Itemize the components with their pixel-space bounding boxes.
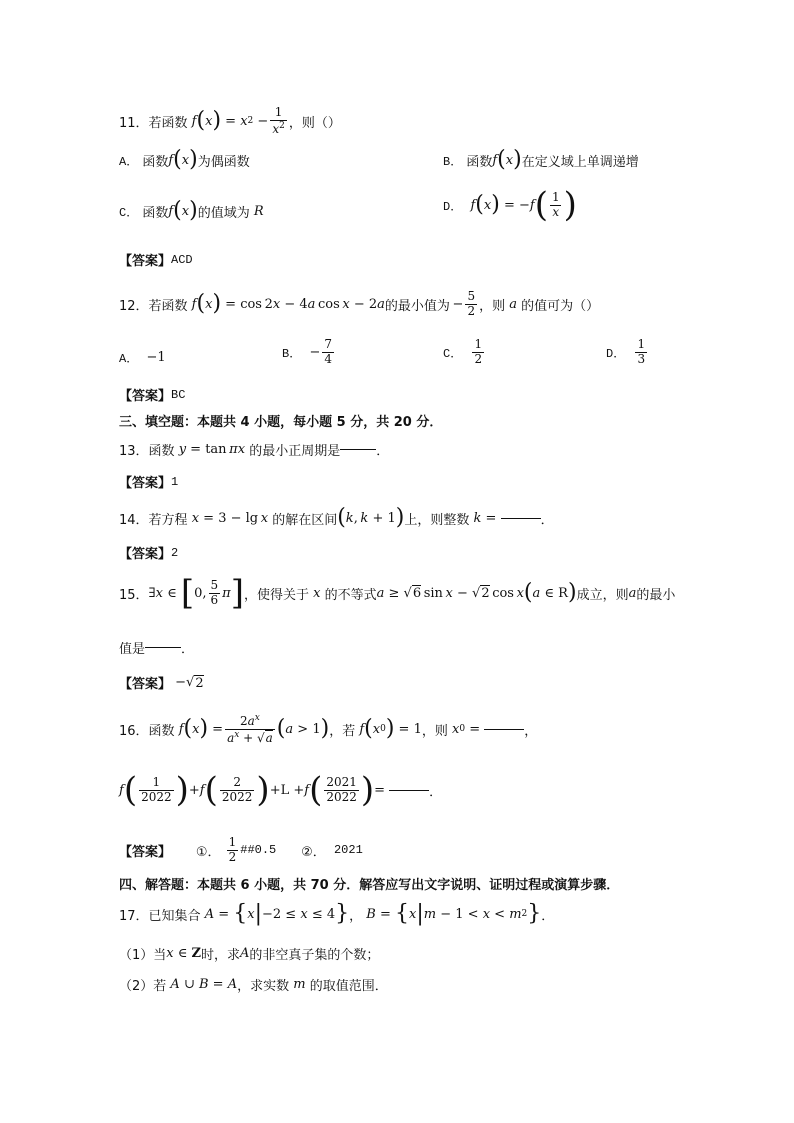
q14-answer: 【答案】 2 <box>119 545 179 562</box>
q16-stem: 16．函数 f ( x ) = $\frac{2a^x}{a^x + √a}$ ( a > 1 ) ，若 f ( x 0 ) = 1 ，则 x 0 = ， <box>119 713 538 745</box>
q12-option-c: C． $\frac{1}{2}$ <box>443 337 483 366</box>
q13-stem: 13．函数 y = tan πx 的最小正周期是 ． <box>119 442 390 459</box>
q16-answer: 【答案】 ①． $\frac{1}{2}$ ##0.5 ②． 2021 <box>119 835 363 864</box>
q15-stem: 15． ∃ x ∈ [ 0, $\frac{5}{6}$ π ] ，使得关于 x 的不等式 a ≥ √ 6 sin x − √ 2 cos x ( a ∈ R ) 成立，则 a 的最小 <box>119 573 676 613</box>
q11-answer: 【答案】 ACD <box>119 252 193 269</box>
section3-title: 三、填空题：本题共 4 小题，每小题 5 分，共 20 分． <box>119 415 443 430</box>
q11-option-b: B． 函数 f ( x ) 在定义域上单调递增 <box>443 147 639 172</box>
q15-stem-line2: 值是 ． <box>119 642 195 657</box>
section4-title: 四、解答题：本题共 6 小题，共 70 分．解答应写出文字说明、证明过程或演算步骤． <box>119 878 620 893</box>
q11-option-a: A． 函数 f ( x ) 为偶函数 <box>119 147 250 172</box>
q12-option-b: B． − $\frac{7}{4}$ <box>282 337 333 366</box>
q17-stem: 17．已知集合 A = { x | −2 ≤ x ≤ 4 } ， B = { x | m − 1 < x < m 2 } ． <box>119 901 555 926</box>
q11-stem: 11．若函数 f ( x ) = x 2 − $\frac{1}{x^2}$ ，则（） <box>119 105 341 136</box>
q14-stem: 14．若方程 x = 3 − lg x 的解在区间 ( k , k + 1 ) 上，则整数 k = ． <box>119 505 554 530</box>
q11-option-d: D． f ( x ) = − f ( $\frac{1}{x}$ ) <box>443 185 577 225</box>
q13-answer: 【答案】 1 <box>119 474 179 491</box>
q16-sum-line: f ( $\frac{1}{2022}$ ) + f ( $\frac{2}{2022}$ ) +L + f ( $\frac{2021}{2022}$ ) = ． <box>119 770 443 810</box>
q11-option-c: C． 函数 f ( x ) 的值域为 R <box>119 198 264 223</box>
q12-option-d: D． $\frac{1}{3}$ <box>606 337 646 366</box>
q12-option-a: A． −1 <box>119 350 166 366</box>
q12-answer: 【答案】 BC <box>119 387 186 404</box>
q15-answer: 【答案】 −√ 2 <box>119 675 204 692</box>
q17-part1: （1）当 x ∈ Z 时，求 A 的非空真子集的个数； <box>119 946 380 963</box>
q12-stem: 12．若函数 f ( x ) = cos 2 x − 4 a cos x − 2 a 的最小值为 − $\frac{5}{2}$ ，则 a 的值可为（） <box>119 289 600 318</box>
q17-part2: （2）若 A ∪ B = A ，求实数 m 的取值范围． <box>119 977 388 994</box>
